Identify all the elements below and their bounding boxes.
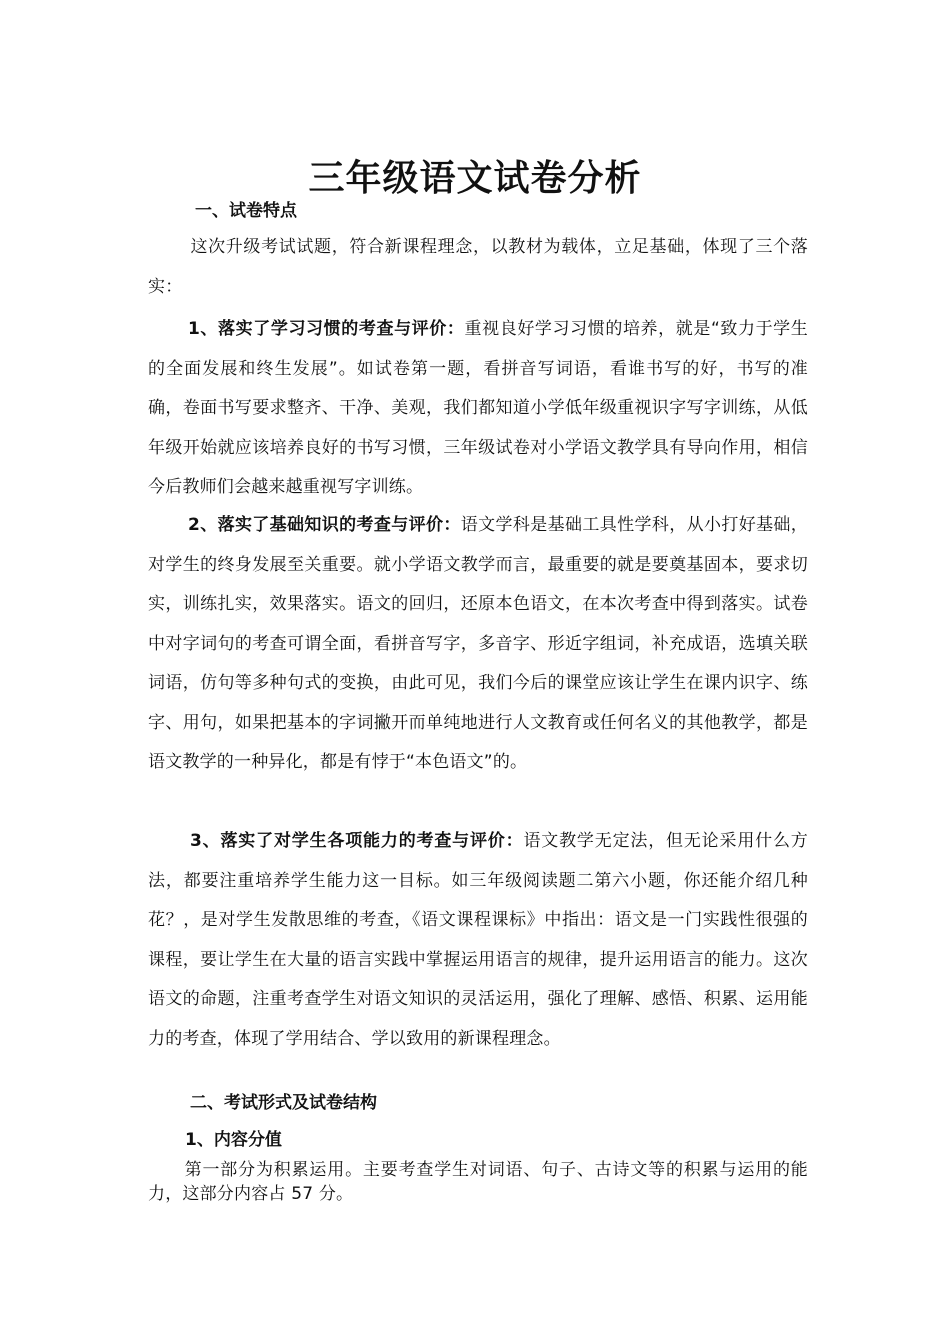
subheading-content-score: 1、内容分值 [185,1130,282,1150]
content-score-text: 第一部分为积累运用。主要考查学生对词语、句子、古诗文等的积累与运用的能力，这部分内容占 57 分。 [148,1160,808,1204]
point-text-basics: 语文学科是基础工具性学科，从小打好基础，对学生的终身发展至关重要。就小学语文教学而言，最重要的就是要奠基固本，要求切实，训练扎实，效果落实。语文的回归，还原本色语文，在本次考查中得到落实。试卷中对字词句的考查可谓全面，看拼音写字，多音字、形近字组词，补充成语，选填关联词语，仿句等多种句式的变换，由此可见，我们今后的课堂应该让学生在课内识字、练字、用句，如果把基本的字词撇开而单纯地进行人文教育或任何名义的其他教学，都是语文教学的一种异化，都是有悖于“本色语文”的。 [148,515,809,772]
point-lead-habits: 1、落实了学习习惯的考查与评价： [188,319,465,339]
point-text-habits: 重视良好学习习惯的培养，就是“致力于学生的全面发展和终生发展”。如试卷第一题，看拼音写词语，看谁书写的好，书写的准确，卷面书写要求整齐、干净、美观，我们都知道小学低年级重视识字写字训练，从低年级开始就应该培养良好的书写习惯，三年级试卷对小学语文教学具有导向作用，相信今后教师们会越来越重视写字训练。 [148,319,808,497]
content-score-paragraph [148,1158,808,1206]
point-paragraph-abilities [148,822,808,1059]
document-title: 三年级语文试卷分析 [308,157,642,199]
section-heading-features: 一、试卷特点 [195,201,297,221]
point-lead-abilities: 3、落实了对学生各项能力的考查与评价： [190,831,524,851]
point-paragraph-habits [148,310,808,508]
point-text-abilities: 语文教学无定法，但无论采用什么方法，都要注重培养学生能力这一目标。如三年级阅读题二第六小题，你还能介绍几种花？，是对学生发散思维的考查，《语文课程课标》中指出：语文是一门实践性很强的课程，要让学生在大量的语言实践中掌握运用语言的规律，提升运用语言的能力。这次语文的命题，注重考查学生对语文知识的灵活运用，强化了理解、感悟、积累、运用能力的考查，体现了学用结合、学以致用的新课程理念。 [148,831,808,1049]
intro-paragraph [148,228,808,307]
point-paragraph-basics [148,506,808,783]
point-lead-basics: 2、落实了基础知识的考查与评价： [188,515,461,535]
intro-text: 这次升级考试试题，符合新课程理念，以教材为载体，立足基础，体现了三个落实： [148,237,808,297]
section-heading-structure: 二、考试形式及试卷结构 [190,1093,377,1113]
